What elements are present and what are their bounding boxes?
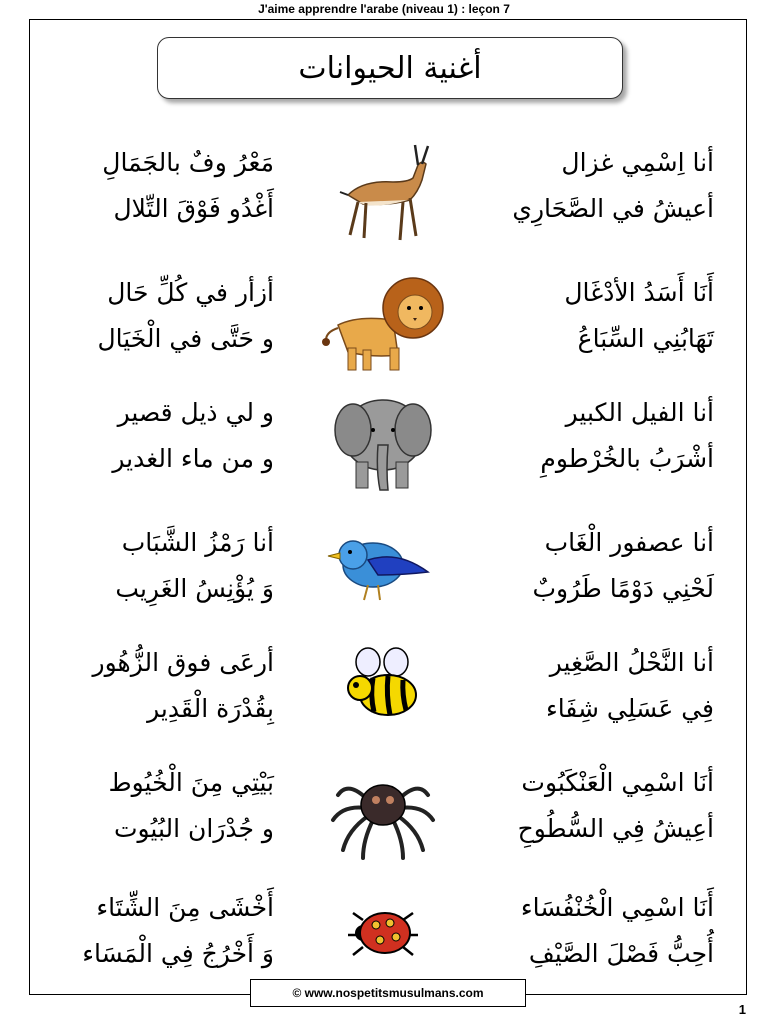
header-title: J'aime apprendre l'arabe (niveau 1) : leçon 7: [258, 2, 510, 16]
verse-elephant: [0, 390, 768, 500]
page-number: 1: [738, 1002, 746, 1017]
verse-line: و لي ذيل قصير: [117, 398, 274, 427]
verse-lion: [0, 270, 768, 380]
verse-line: أَخْشَى مِنَ الشِّتَاء: [96, 893, 274, 922]
verse-line: أشْرَبُ بالخُرْطومِ: [540, 444, 714, 473]
verse-line: أزأر في كُلِّ حَال: [107, 278, 274, 307]
verse-line: أُحِبُّ فَصْلَ الصَّيْفِ: [528, 939, 714, 968]
verse-line: بِقُدْرَة الْقَدِير: [147, 694, 274, 723]
verse-right-column: [540, 390, 714, 482]
song-title: أغنية الحيوانات: [157, 37, 623, 99]
lion-illustration: [318, 270, 448, 380]
verse-line: وَ يُؤْنِسُ الغَرِيب: [115, 574, 274, 603]
verse-left-column: [115, 520, 274, 612]
verse-line: فِي عَسَلِي شِفَاء: [546, 694, 714, 723]
verse-line: أعِيشُ فِي السُّطُوحِ: [517, 814, 714, 843]
spider-illustration: [318, 760, 448, 870]
footer-website: © www.nospetitsmusulmans.com: [250, 979, 526, 1007]
verse-right-column: [521, 885, 714, 977]
verse-bee: [0, 640, 768, 750]
verse-line: أَنَا اسْمِي الْخُنْفُسَاء: [520, 893, 714, 922]
bird-illustration: [318, 520, 448, 630]
verse-left-column: [112, 390, 274, 482]
verse-left-column: [97, 270, 274, 362]
verse-spider: [0, 760, 768, 870]
verse-line: أنا الفيل الكبير: [565, 398, 714, 427]
gazelle-illustration: [318, 140, 448, 250]
elephant-illustration: [318, 390, 448, 500]
verse-line: و من ماء الغدير: [112, 444, 274, 473]
verse-right-column: [564, 270, 714, 362]
verse-line: بَيْتِي مِنَ الْخُيُوط: [108, 768, 274, 797]
verse-left-column: [82, 885, 274, 977]
verse-line: أنا اِسْمِي غزال: [561, 148, 714, 177]
verse-right-column: [512, 140, 714, 232]
verse-right-column: [532, 520, 714, 612]
verse-right-column: [518, 760, 714, 852]
verse-line: تَهَابُنِي السِّبَاعُ: [577, 324, 714, 353]
verse-line: أَغْدُو فَوْقَ التِّلال: [113, 194, 274, 223]
verse-bird: [0, 520, 768, 630]
verse-gazelle: [0, 140, 768, 250]
verse-line: أنا النَّحْلُ الصَّغِير: [549, 648, 714, 677]
verse-line: أنَا اسْمِي الْعَنْكَبُوت: [521, 768, 714, 797]
verse-line: أنا رَمْزُ الشَّبَاب: [121, 528, 274, 557]
verse-line: و جُدْرَان البُيُوت: [113, 814, 274, 843]
bee-illustration: [318, 640, 448, 750]
verse-line: مَعْرُ وفٌ بالجَمَالِ: [102, 148, 274, 177]
verse-left-column: [109, 760, 274, 852]
verse-line: و حَتَّى في الْخَيَال: [97, 324, 274, 353]
verse-line: وَ أَخْرُجُ فِي الْمَسَاء: [82, 939, 274, 968]
verse-line: أَنَا أَسَدُ الأدْغَال: [564, 278, 714, 307]
verse-left-column: [102, 140, 274, 232]
verse-left-column: [93, 640, 274, 732]
verse-line: أرعَى فوق الزُّهُور: [92, 648, 274, 677]
verse-line: أنا عصفور الْغَاب: [544, 528, 714, 557]
verse-line: أعيشُ في الصَّحَارِي: [512, 194, 714, 223]
verse-line: لَحْنِي دَوْمًا طَرُوبٌ: [532, 574, 714, 603]
verse-right-column: [546, 640, 714, 732]
